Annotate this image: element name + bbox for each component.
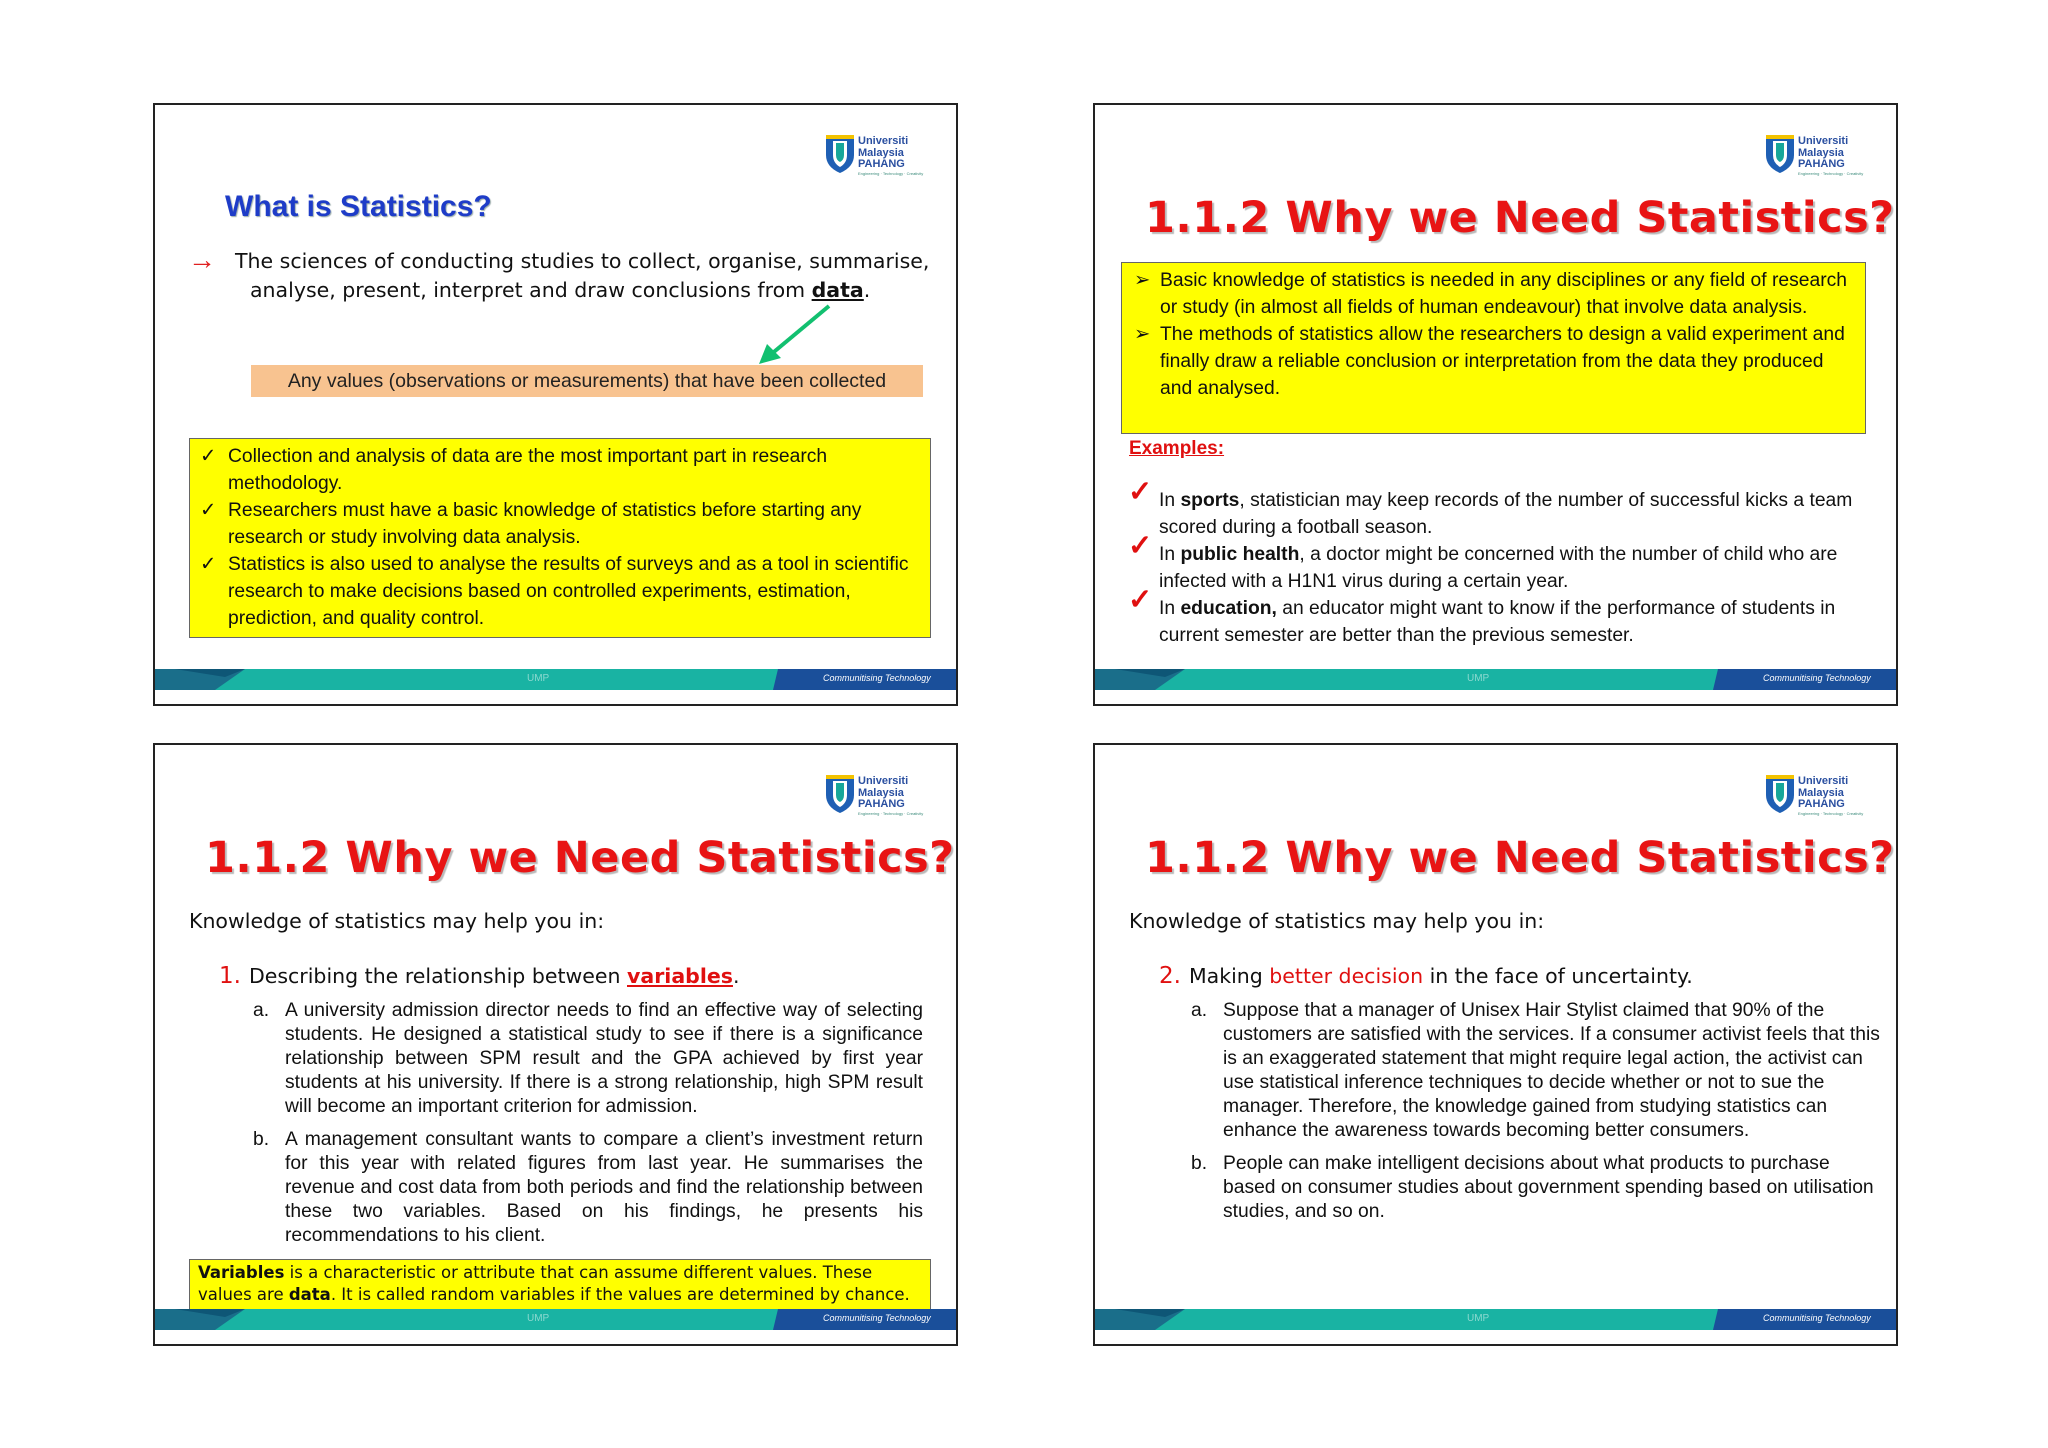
logo-tagline: Engineering · Technology · Creativity bbox=[858, 811, 924, 816]
slide-what-is-statistics bbox=[153, 103, 958, 706]
arrowhead-bullet-icon: ➢ bbox=[1134, 324, 1151, 345]
logo-line3: PAHANG bbox=[858, 798, 905, 810]
list-item: a. Suppose that a manager of Unisex Hair Stylist claimed that 90% of the customers are satisfied with the services. If a consumer activist feels that this is an exaggerated statement that might require legal action, the activist can use statistical inference techniques to decide whether or not to sue the manager. Therefore, the knowledge gained from studying statistics can enhance the awareness towards becoming better consumers. bbox=[1191, 1000, 1880, 1141]
numbered-point: 2. Making better decision in the face of uncertainty. bbox=[1159, 963, 1693, 989]
definition-text bbox=[235, 247, 945, 305]
intro-text: Knowledge of statistics may help you in: bbox=[1129, 909, 1545, 933]
slide-title: 1.1.2 Why we Need Statistics? bbox=[1145, 833, 1895, 883]
check-icon: ✓ bbox=[200, 446, 217, 467]
definition-keyword: data bbox=[811, 278, 864, 302]
footer-tagline: Communitising Technology bbox=[823, 673, 931, 683]
key-points-box bbox=[189, 438, 931, 638]
variables-note-box: Variables is a characteristic or attribute that can assume different values. These values are data. It is called random variables if the values are determined by chance. bbox=[189, 1259, 931, 1310]
logo-line1: Universiti bbox=[858, 135, 909, 147]
data-definition-note: Any values (observations or measurements) that have been collected bbox=[251, 365, 923, 397]
footer-center-text: UMP bbox=[527, 1313, 550, 1324]
ump-shield-icon bbox=[824, 133, 856, 175]
footer-center-text: UMP bbox=[1467, 1313, 1490, 1324]
point-number: 2. bbox=[1159, 963, 1181, 989]
ump-shield-icon bbox=[824, 773, 856, 815]
logo-tagline: Engineering · Technology · Creativity bbox=[1798, 171, 1864, 176]
definition-line2: analyse, present, interpret and draw conclusions from bbox=[250, 278, 812, 302]
example-list bbox=[1191, 999, 1881, 1233]
slide-footer bbox=[155, 669, 956, 690]
arrowhead-bullet-icon: ➢ bbox=[1134, 270, 1151, 291]
red-check-icon: ✓ bbox=[1128, 530, 1153, 562]
red-check-icon: ✓ bbox=[1128, 476, 1153, 508]
ump-shield-icon bbox=[1764, 133, 1796, 175]
red-arrow-icon: → bbox=[188, 244, 216, 275]
ump-logo bbox=[1764, 773, 1864, 819]
definition-line1: The sciences of conducting studies to collect, organise, summarise, bbox=[235, 249, 930, 273]
list-item: ✓ Researchers must have a basic knowledge of statistics before starting any research or study involving data analysis. bbox=[196, 497, 924, 551]
list-item: ✓ Statistics is also used to analyse the results of surveys and as a tool in scientific research to make decisions based on controlled experiments, estimation, prediction, and quality control. bbox=[196, 551, 924, 632]
list-item: ✓ In public health, a doctor might be concerned with the number of child who are infected with a H1N1 virus during a certain year. bbox=[1128, 530, 1838, 592]
point-number: 1. bbox=[219, 963, 241, 989]
slide-footer bbox=[1095, 1309, 1896, 1330]
slide-why-need-statistics-1 bbox=[1093, 103, 1898, 706]
point-keyword: variables bbox=[627, 964, 733, 988]
list-item: ✓ In education, an educator might want to know if the performance of students in current semester are better than the previous semester. bbox=[1128, 584, 1836, 646]
point-keyword: better decision bbox=[1269, 964, 1424, 988]
check-icon: ✓ bbox=[200, 500, 217, 521]
logo-line1: Universiti bbox=[1798, 775, 1849, 787]
key-points-box bbox=[1121, 262, 1866, 434]
logo-line3: PAHANG bbox=[858, 158, 905, 170]
example-list bbox=[253, 999, 923, 1257]
logo-line2: Malaysia bbox=[1798, 786, 1844, 799]
logo-line3: PAHANG bbox=[1798, 798, 1845, 810]
list-item: ✓ Collection and analysis of data are the most important part in research methodology. bbox=[196, 443, 924, 497]
logo-line2: Malaysia bbox=[858, 786, 904, 799]
logo-line2: Malaysia bbox=[1798, 146, 1844, 159]
numbered-point: 1. Describing the relationship between variables. bbox=[219, 963, 740, 989]
footer-center-text: UMP bbox=[527, 673, 550, 684]
footer-tagline: Communitising Technology bbox=[1763, 673, 1871, 683]
list-item: a. A university admission director needs to find an effective way of selecting students. He designed a statistical study to see if there is a significance relationship between SPM result and the GPA achieved by first year students at his university. If there is a strong relationship, high SPM result will become an important criterion for admission. bbox=[253, 1000, 923, 1117]
red-check-icon: ✓ bbox=[1128, 584, 1153, 616]
list-item: ➢ The methods of statistics allow the researchers to design a valid experiment and finally draw a reliable conclusion or interpretation from the data they produced and analysed. bbox=[1130, 321, 1855, 402]
slide-title: 1.1.2 Why we Need Statistics? bbox=[205, 833, 955, 883]
slide-why-need-statistics-3 bbox=[1093, 743, 1898, 1346]
check-icon: ✓ bbox=[200, 554, 217, 575]
logo-line3: PAHANG bbox=[1798, 158, 1845, 170]
logo-line2: Malaysia bbox=[858, 146, 904, 159]
ump-logo bbox=[1764, 133, 1864, 179]
footer-tagline: Communitising Technology bbox=[1763, 1313, 1871, 1323]
intro-text: Knowledge of statistics may help you in: bbox=[189, 909, 605, 933]
footer-tagline: Communitising Technology bbox=[823, 1313, 931, 1323]
list-item: ✓ In sports, statistician may keep records of the number of successful kicks a team scored during a football season. bbox=[1128, 476, 1853, 538]
list-item: ➢ Basic knowledge of statistics is needed in any disciplines or any field of research or study (in almost all fields of human endeavour) that involve data analysis. bbox=[1130, 267, 1855, 321]
slide-title: What is Statistics? bbox=[225, 190, 492, 223]
green-arrow-icon bbox=[755, 300, 835, 370]
logo-tagline: Engineering · Technology · Creativity bbox=[858, 171, 924, 176]
logo-line1: Universiti bbox=[1798, 135, 1849, 147]
slide-why-need-statistics-2 bbox=[153, 743, 958, 1346]
examples-heading: Examples: bbox=[1129, 438, 1225, 459]
ump-logo bbox=[824, 133, 924, 179]
logo-tagline: Engineering · Technology · Creativity bbox=[1798, 811, 1864, 816]
ump-logo bbox=[824, 773, 924, 819]
examples-list bbox=[1128, 476, 1868, 649]
slide-title: 1.1.2 Why we Need Statistics? bbox=[1145, 193, 1895, 243]
slide-footer bbox=[155, 1309, 956, 1330]
list-item: b. People can make intelligent decisions about what products to purchase based on consumer studies about government spending based on utilisation studies, and so on. bbox=[1191, 1153, 1874, 1222]
ump-shield-icon bbox=[1764, 773, 1796, 815]
slide-footer bbox=[1095, 669, 1896, 690]
logo-line1: Universiti bbox=[858, 775, 909, 787]
footer-center-text: UMP bbox=[1467, 673, 1490, 684]
definition-end: . bbox=[863, 278, 871, 302]
list-item: b. A management consultant wants to compare a client’s investment return for this year with related figures from last year. He summarises the revenue and cost data from both periods and find the relationship between these two variables. Based on his findings, he presents his recommendations to his client. bbox=[253, 1129, 923, 1246]
